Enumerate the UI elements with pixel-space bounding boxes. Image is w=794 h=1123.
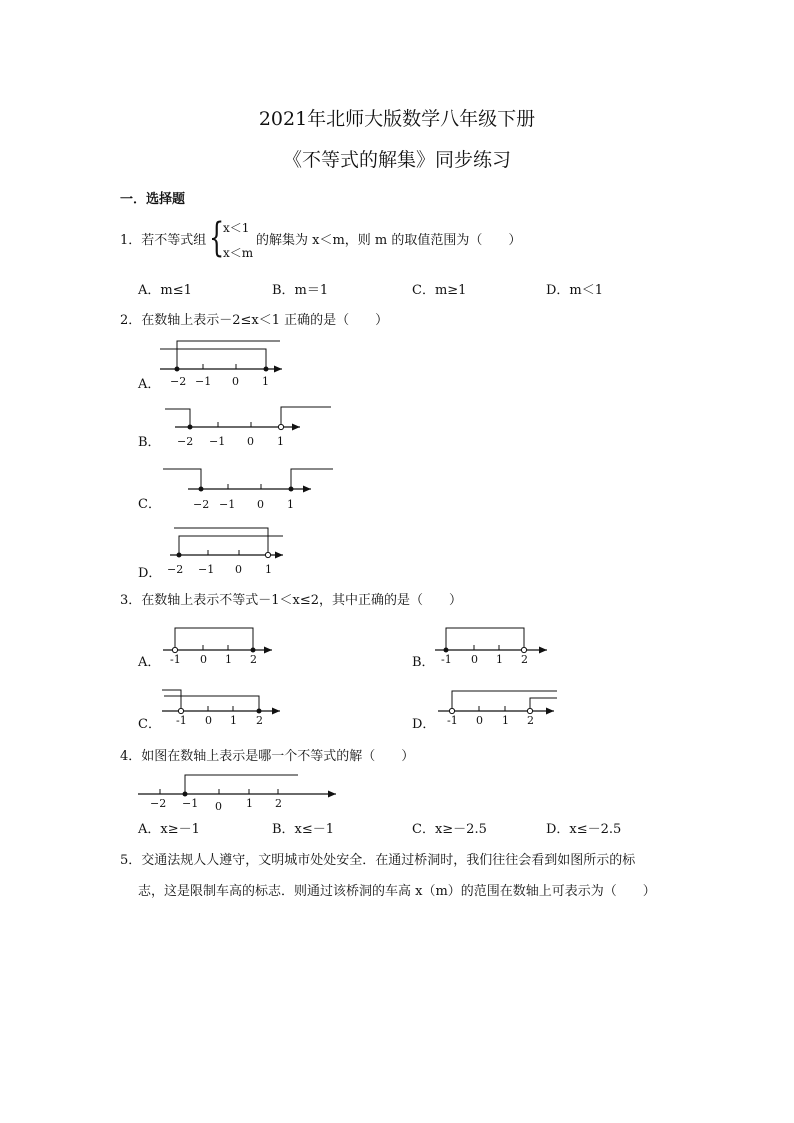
q2c-tick-label: 1 — [287, 498, 294, 511]
q3c-tick-label: 0 — [205, 714, 212, 727]
q2d-tick-label: −1 — [198, 563, 215, 576]
q4-tick-label: 0 — [215, 800, 222, 813]
q3-option-d-number-line — [438, 688, 563, 732]
page-title: 2021年北师大版数学八年级下册 — [258, 108, 536, 130]
section-heading: 一．选择题 — [120, 192, 186, 207]
q2a-tick-label: 1 — [262, 375, 269, 388]
q2b-tick-label: −2 — [177, 435, 194, 448]
q3-option-d-label: D． — [412, 717, 436, 732]
q3d-tick-label: 2 — [527, 714, 534, 727]
q3a-tick-label: 1 — [225, 653, 232, 666]
q2-option-a-number-line — [160, 336, 290, 386]
q2c-tick-label: −1 — [219, 498, 236, 511]
q3b-tick-label: 2 — [521, 653, 528, 666]
q1-option-c: C．m≥1 — [412, 283, 467, 298]
q4-option-c: C．x≥－2.5 — [412, 822, 487, 837]
q3-option-b-number-line — [432, 624, 552, 668]
q3-option-a-number-line — [160, 624, 280, 668]
q2-stem: 2．在数轴上表示－2≤x＜1 正确的是（ ） — [120, 313, 389, 328]
q1-system-line2: x＜m — [223, 246, 254, 260]
q2a-tick-label: −2 — [170, 375, 187, 388]
q1-system-line1: x＜1 — [223, 221, 250, 235]
q3-option-a-label: A． — [138, 655, 161, 670]
q4-tick-label: 2 — [275, 797, 282, 810]
q1-stem: 的解集为 x＜m，则 m 的取值范围为（ ） — [256, 233, 522, 248]
q1-option-d: D．m＜1 — [546, 283, 604, 298]
q3c-tick-label: 2 — [256, 714, 263, 727]
q2b-tick-label: 1 — [277, 435, 284, 448]
q4-number-line — [138, 772, 343, 814]
q4-tick-label: −2 — [150, 797, 167, 810]
q2-option-b-label: B． — [138, 435, 161, 450]
q2d-tick-label: −2 — [167, 563, 184, 576]
q3c-tick-label: 1 — [230, 714, 237, 727]
q3d-tick-label: 1 — [502, 714, 509, 727]
q4-tick-label: 1 — [246, 797, 253, 810]
q2-option-a-label: A． — [138, 377, 161, 392]
q2a-tick-label: 0 — [232, 375, 239, 388]
q2d-tick-label: 1 — [265, 563, 272, 576]
q4-option-a: A．x≥－1 — [138, 822, 200, 837]
q3c-tick-label: -1 — [176, 714, 187, 727]
q3b-tick-label: -1 — [441, 653, 452, 666]
q1-number: 1．若不等式组 — [120, 233, 207, 248]
q3b-tick-label: 1 — [496, 653, 503, 666]
q2a-tick-label: −1 — [195, 375, 212, 388]
q3-stem: 3．在数轴上表示不等式－1＜x≤2，其中正确的是（ ） — [120, 593, 463, 608]
q2b-tick-label: −1 — [209, 435, 226, 448]
q1-option-a: A．m≤1 — [138, 283, 192, 298]
q5-stem-line1: 5．交通法规人人遵守，文明城市处处安全．在通过桥洞时，我们往往会看到如图所示的标 — [120, 853, 636, 868]
q4-option-b: B．x≤－1 — [272, 822, 335, 837]
q2c-tick-label: −2 — [193, 498, 210, 511]
q3-option-c-label: C． — [138, 717, 161, 732]
q3d-tick-label: 0 — [476, 714, 483, 727]
q4-stem: 4．如图在数轴上表示是哪一个不等式的解（ ） — [120, 749, 415, 764]
q3b-tick-label: 0 — [471, 653, 478, 666]
q2-option-d-number-line — [165, 525, 295, 575]
q1-brace: { — [209, 215, 225, 261]
q3-option-b-label: B． — [412, 655, 435, 670]
q5-stem-line2: 志，这是限制车高的标志．则通过该桥洞的车高 x（m）的范围在数轴上可表示为（ ） — [138, 884, 656, 899]
q3a-tick-label: 0 — [200, 653, 207, 666]
q3a-tick-label: -1 — [170, 653, 181, 666]
q3d-tick-label: -1 — [447, 714, 458, 727]
q2-option-d-label: D． — [138, 566, 162, 581]
q2-option-b-number-line — [165, 404, 335, 450]
q1-option-b: B．m＝1 — [272, 283, 329, 298]
q2d-tick-label: 0 — [235, 563, 242, 576]
q2-option-c-label: C． — [138, 497, 161, 512]
q3-option-c-number-line — [162, 688, 287, 732]
q2-option-c-number-line — [163, 466, 338, 512]
q4-tick-label: −1 — [182, 797, 199, 810]
page-subtitle: 《不等式的解集》同步练习 — [282, 149, 511, 171]
q2b-tick-label: 0 — [247, 435, 254, 448]
q2c-tick-label: 0 — [257, 498, 264, 511]
q4-option-d: D．x≤－2.5 — [546, 822, 622, 837]
q3a-tick-label: 2 — [250, 653, 257, 666]
